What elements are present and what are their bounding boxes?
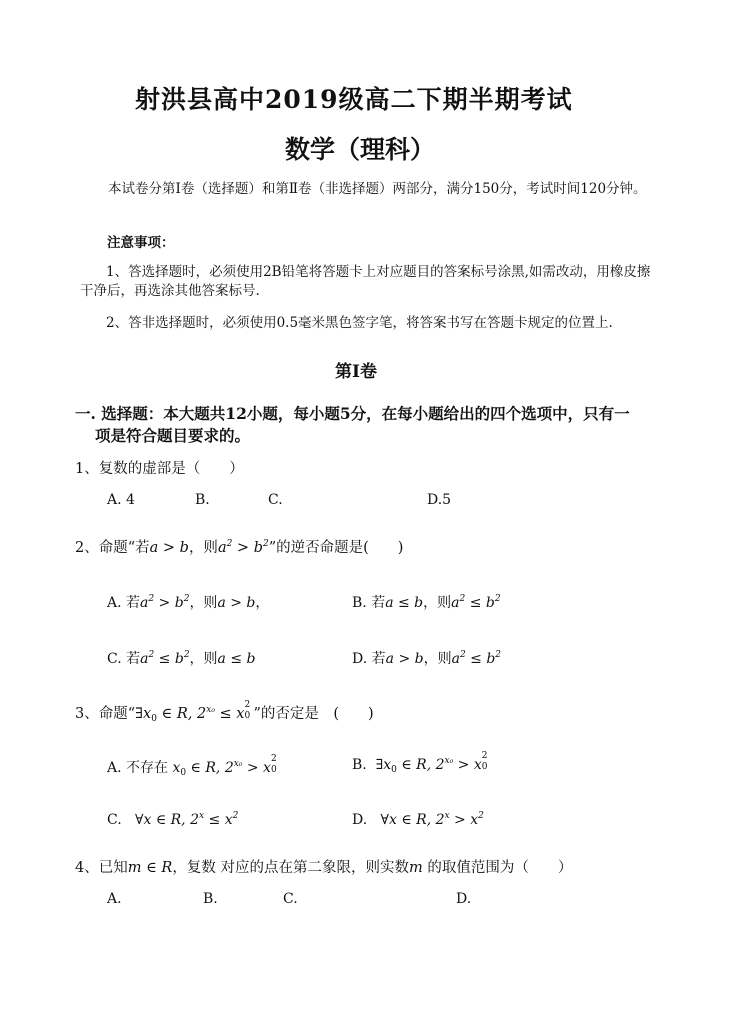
intro-text: 本试卷分第Ⅰ卷（选择题）和第Ⅱ卷（非选择题）两部分，满分150分，考试时间120分钟。 (108, 181, 647, 197)
page-subtitle: 数学（理科） (285, 135, 436, 164)
question-4-option-b: B. (203, 891, 218, 907)
question-2-option-a: A. 若$a^2 > b^2$，则a > b， (107, 594, 270, 611)
question-1-stem: 1、复数的虚部是（ ） (75, 461, 244, 477)
notice-item-2: 2、答非选择题时，必须使用0.5毫米黑色签字笔，将答案书写在答题卡规定的位置上. (106, 315, 613, 331)
question-4-option-d: D. (456, 891, 472, 907)
question-2-option-c: C. 若$a^2 \le b^2$，则a ≤ b (107, 650, 256, 667)
page-title: 射洪县高中2019级高二下期半期考试 (135, 85, 573, 114)
question-2-option-b: B. 若a ≤ b，则$a^2 \le b^2$ (352, 594, 501, 611)
notice-heading: 注意事项： (107, 235, 175, 251)
mcq-heading-line-1: 一. 选择题：本大题共12小题，每小题5分，在每小题给出的四个选项中，只有一 (75, 404, 630, 423)
question-3-option-d: D. ∀x ∈ R, $2^x > x^2$ (352, 811, 484, 828)
question-1-option-d: D.5 (427, 492, 452, 508)
notice-item-1: 1、答选择题时，必须使用2B铅笔将答题卡上对应题目的答案标号涂黑,如需改动，用橡皮擦干净后，再选涂其他答案标号. (80, 264, 651, 299)
q3-proposition-math: $\exists x_0$ ∈ R, $2^{x_0} \le x$ 2 0 (135, 700, 251, 724)
question-1-option-a: A. 4 (107, 492, 135, 508)
section-title: 第Ⅰ卷 (335, 362, 377, 382)
question-3-option-a: A. 不存在 $x_0$ ∈ R, $2^{x_0} > x$ 2 0 (107, 754, 277, 778)
q2-conclusion-math: $a^2 > b^2$ (217, 539, 269, 556)
question-4-option-c: C. (283, 891, 298, 907)
question-1-option-b: B. (195, 492, 210, 508)
question-4-stem: 4、已知m ∈ R，复数 对应的点在第二象限，则实数m 的取值范围为（ ） (75, 860, 573, 876)
question-4-option-a: A. (107, 891, 122, 907)
question-3-option-b: B. $\exists x_0$ ∈ R, $2^{x_0} > x$ 2 0 (352, 751, 488, 775)
question-1-option-c: C. (268, 492, 283, 508)
question-3-option-c: C. ∀x ∈ R, $2^x \le x^2$ (107, 811, 239, 828)
q2-premise-math: a > b (149, 540, 189, 556)
mcq-heading-line-2: 项是符合题目要求的。 (95, 426, 251, 445)
question-3-stem: 3、命题“$\exists x_0$ ∈ R, $2^{x_0} \le x$ 2 0 ”的否定是 ( ) (75, 700, 374, 724)
question-2-stem: 2、命题“若a > b，则$a^2 > b^2$”的逆否命题是( ) (75, 539, 404, 556)
question-2-option-d: D. 若a > b，则$a^2 \le b^2$ (352, 650, 502, 667)
